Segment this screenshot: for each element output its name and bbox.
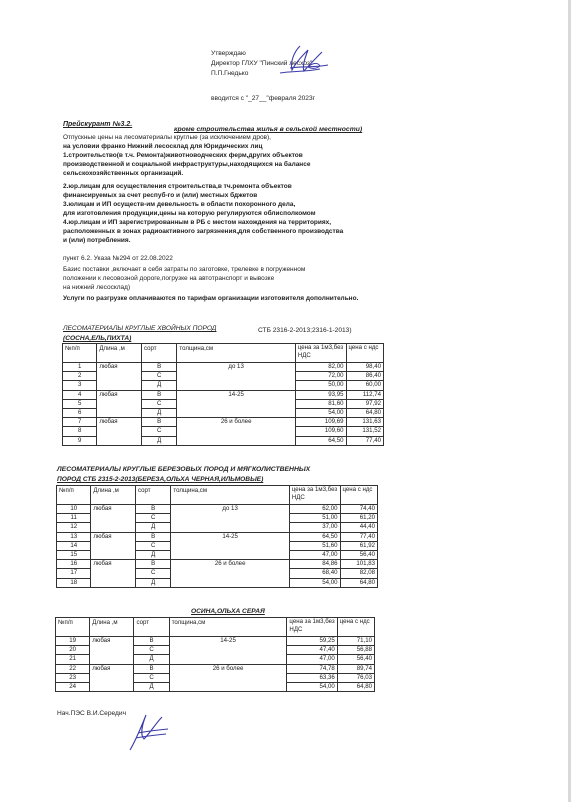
row-number: 23 [56,673,90,682]
intro-line-5: сельскохозяйственных организаций. [63,170,184,177]
price-with-vat: 89,74 [337,664,374,673]
thickness-cell: 14-25 [169,637,287,665]
approve-label: Утверждаю [211,50,246,57]
row-number: 16 [57,560,91,569]
signer-name: Нач.ПЭС В.И.Середич [57,710,127,717]
column-header: цена с ндс [337,618,374,637]
price-without-vat: 54,00 [289,578,340,587]
price-without-vat: 51,60 [289,541,340,550]
intro-line-2: на условии франко Нижний лесосклад для Юридических лиц [63,143,263,150]
column-header: сорт [141,344,176,363]
thickness-cell: 26 и более [177,418,295,446]
price-with-vat: 71,10 [337,637,374,646]
column-header: толщина,см [177,344,295,363]
section2-subtitle: ПОРОД СТБ 2315-2-2013(БЕРЕЗА,ОЛЬХА ЧЕРНАЯ,ИЛЬМОВЫЕ) [57,476,264,483]
row-number: 5 [63,399,97,408]
column-header: №п/п [57,486,91,505]
price-with-vat: 56,40 [337,655,374,664]
price-without-vat: 47,00 [287,655,337,664]
grade-cell: С [134,673,169,682]
row-number: 8 [63,427,97,436]
grade-cell: В [141,390,176,399]
price-with-vat: 44,40 [340,523,378,532]
intro-line-11: расположенных в зонах радиоактивного загрязнения,для собственного производства [63,228,344,235]
grade-cell: С [134,646,169,655]
intro-line-12: и (или) потребления. [63,237,131,244]
row-number: 10 [57,505,91,514]
section3-table [55,617,375,692]
column-header: толщина,см [169,618,287,637]
table-row [63,390,384,399]
price-with-vat: 77,40 [340,532,378,541]
price-without-vat: 93,95 [295,390,346,399]
intro-line-1: Отпускные цены на лесоматериалы круглые (за исключением дров), [63,134,271,141]
price-without-vat: 109,60 [295,427,346,436]
row-number: 2 [63,372,97,381]
grade-cell: Д [141,409,176,418]
row-number: 21 [56,655,90,664]
row-number: 1 [63,363,97,372]
grade-cell: В [135,532,170,541]
length-cell: любая [90,664,134,692]
grade-cell: С [135,569,170,578]
column-header: толщина,см [171,486,289,505]
price-with-vat: 61,20 [340,514,378,523]
price-without-vat: 62,00 [289,505,340,514]
column-header: Длина ,м [97,344,142,363]
price-without-vat: 54,00 [295,409,346,418]
price-with-vat: 101,83 [340,560,378,569]
director-signature-icon [250,38,340,83]
price-with-vat: 64,80 [340,578,378,587]
thickness-cell: 26 и более [171,560,289,588]
grade-cell: В [141,418,176,427]
price-with-vat: 56,88 [337,646,374,655]
column-header: сорт [135,486,170,505]
row-number: 11 [57,514,91,523]
price-with-vat: 61,92 [340,541,378,550]
price-list-number: Прейскурант №3.2. [63,121,133,128]
price-with-vat: 56,40 [340,551,378,560]
intro-line-8: 3.юлицам и ИП осуществ-им девельность в области похоронного дела, [63,201,296,208]
intro-line-16: положении к лесовозной дороге,погрузке на автотранспорт и вывозке [63,275,275,282]
section1-table [62,343,384,446]
column-header: цена с ндс [340,486,378,505]
price-with-vat: 64,80 [346,409,384,418]
length-cell: любая [97,363,142,391]
column-header: №п/п [56,618,90,637]
grade-cell: В [141,363,176,372]
grade-cell: С [141,399,176,408]
intro-line-7: финансируемых за счет респуб-го и (или) местных бджетов [63,192,258,199]
grade-cell: Д [135,551,170,560]
intro-line-18: Услуги по разгрузке оплачиваются по тарифам организации изготовителя дополнительно. [63,295,359,302]
intro-line-17: на нижний лесосклад) [63,284,131,291]
grade-cell: Д [134,655,169,664]
price-with-vat: 82,08 [340,569,378,578]
column-header: цена за 1м3,без НДС [287,618,337,637]
intro-line-3: 1.строительство(в т.ч. Ремонта)животноводческих ферм,других объектов [63,152,303,159]
price-with-vat: 64,80 [337,683,374,692]
section1-subtitle: (СОСНА,ЕЛЬ,ПИХТА) [63,335,132,342]
length-cell: любая [91,532,136,560]
price-without-vat: 82,00 [295,363,346,372]
intro-line-14: пункт 6.2. Указа №294 от 22.08.2022 [63,255,173,262]
table-header-row [56,618,375,637]
approve-position: Директор ГЛХУ "Пинский лесхоз" [211,60,313,67]
price-with-vat: 77,40 [346,436,384,445]
length-cell: любая [97,418,142,446]
price-with-vat: 98,40 [346,363,384,372]
price-with-vat: 60,00 [346,381,384,390]
column-header: сорт [134,618,169,637]
price-with-vat: 74,40 [340,505,378,514]
grade-cell: С [141,427,176,436]
row-number: 4 [63,390,97,399]
price-with-vat: 112,74 [346,390,384,399]
table-row [63,363,384,372]
grade-cell: С [141,372,176,381]
column-header: цена за 1м3,без НДС [289,486,340,505]
grade-cell: Д [141,436,176,445]
price-without-vat: 64,50 [295,436,346,445]
length-cell: любая [91,560,136,588]
table-header-row [57,486,378,505]
grade-cell: С [135,541,170,550]
grade-cell: В [134,664,169,673]
table-row [56,664,375,673]
length-cell: любая [97,390,142,418]
intro-line-4: производственной и социальной инфраструктуры,находящихся на балансе [63,161,311,168]
row-number: 14 [57,541,91,550]
section3-title: ОСИНА,ОЛЬХА СЕРАЯ [191,608,265,615]
column-header: цена за 1м3,без НДС [295,344,346,363]
grade-cell: Д [134,683,169,692]
column-header: Длина ,м [90,618,134,637]
row-number: 3 [63,381,97,390]
row-number: 6 [63,409,97,418]
price-with-vat: 131,52 [346,427,384,436]
price-without-vat: 109,69 [295,418,346,427]
row-number: 24 [56,683,90,692]
grade-cell: В [134,637,169,646]
section1-title: ЛЕСОМАТЕРИАЛЫ КРУГЛЫЕ ХВОЙНЫХ ПОРОД [63,325,217,332]
row-number: 19 [56,637,90,646]
price-with-vat: 97,92 [346,399,384,408]
grade-cell: Д [135,578,170,587]
price-with-vat: 76,03 [337,673,374,682]
price-without-vat: 59,25 [287,637,337,646]
intro-line-6: 2.юр.лицам для осуществления строительства,в тч.ремонта объектов [63,183,292,190]
thickness-cell: 26 и более [169,664,287,692]
section2-table [56,485,378,588]
grade-cell: Д [141,381,176,390]
table-row [57,532,378,541]
price-list-exception: кроме строительства жилья в сельской местности) [174,126,363,133]
row-number: 12 [57,523,91,532]
price-without-vat: 84,86 [289,560,340,569]
intro-line-9: для изготовления продукции,цены на которую регулируются облисполкомом [63,210,316,217]
column-header: цена с ндс [346,344,384,363]
price-without-vat: 50,00 [295,381,346,390]
grade-cell: С [135,514,170,523]
price-without-vat: 47,40 [287,646,337,655]
thickness-cell: до 13 [171,505,289,533]
price-without-vat: 51,00 [289,514,340,523]
thickness-cell: до 13 [177,363,295,391]
table-header-row [63,344,384,363]
table-row [56,637,375,646]
section2-title: ЛЕСОМАТЕРИАЛЫ КРУГЛЫЕ БЕРЕЗОВЫХ ПОРОД И МЯГКОЛИСТВЕННЫХ [57,466,311,473]
row-number: 13 [57,532,91,541]
row-number: 15 [57,551,91,560]
effective-date: вводится с "_27__"февраля 2023г [211,95,316,102]
price-without-vat: 64,50 [289,532,340,541]
thickness-cell: 14-25 [171,532,289,560]
grade-cell: В [135,560,170,569]
intro-line-15: Базис поставки ,включает в себя затраты по заготовке, трелевке в погруженном [63,266,306,273]
length-cell: любая [91,505,136,533]
row-number: 18 [57,578,91,587]
price-without-vat: 63,36 [287,673,337,682]
price-without-vat: 68,40 [289,569,340,578]
price-with-vat: 131,63 [346,418,384,427]
row-number: 17 [57,569,91,578]
table-row [57,505,378,514]
length-cell: любая [90,637,134,665]
row-number: 22 [56,664,90,673]
row-number: 9 [63,436,97,445]
price-without-vat: 72,00 [295,372,346,381]
price-with-vat: 86,40 [346,372,384,381]
price-without-vat: 74,78 [287,664,337,673]
row-number: 7 [63,418,97,427]
table-row [57,560,378,569]
thickness-cell: 14-25 [177,390,295,418]
column-header: №п/п [63,344,97,363]
price-without-vat: 37,00 [289,523,340,532]
row-number: 20 [56,646,90,655]
grade-cell: В [135,505,170,514]
approve-name: П.П.Гнедько [211,70,249,77]
engineer-signature-icon [118,705,173,755]
section1-standard: СТБ 2316-2-2013;2316-1-2013) [258,327,352,334]
intro-line-10: 4.юр.лицам и ИП зарегистрированным в РБ с местом нахождения на территориях, [63,219,332,226]
price-without-vat: 54,00 [287,683,337,692]
price-without-vat: 47,00 [289,551,340,560]
grade-cell: Д [135,523,170,532]
table-row [63,418,384,427]
price-without-vat: 81,60 [295,399,346,408]
column-header: Длина ,м [91,486,136,505]
